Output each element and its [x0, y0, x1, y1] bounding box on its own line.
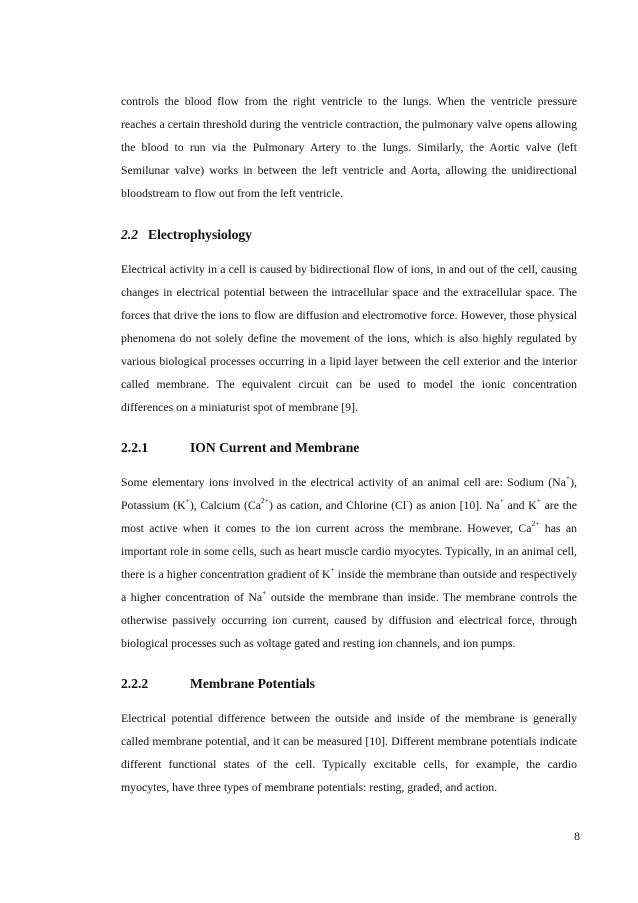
text-run: inside the membrane than outside and respectively a higher concentration of Na — [121, 567, 577, 604]
subsection-heading-membrane-potentials — [121, 674, 577, 694]
text-run: are the most active when it comes to the ion current across the membrane. However, Ca — [121, 498, 578, 535]
page-number: 8 — [574, 829, 580, 843]
section-number: 2.2 — [121, 227, 138, 242]
text-run: ) as anion [10]. Na — [408, 498, 500, 512]
intro-paragraph: controls the blood flow from the right ventricle to the lungs. When the ventricle pressure reaches a certain threshold during the ventricle contraction, the pulmonary valve opens allowing the blood to run via the Pulmonary Artery to the lungs. Similarly, the Aortic valve (left Semilunar valve) works in between the left ventricle and Aorta, allowing the unidirectional bloodstream to flow out from the left ventricle. — [121, 94, 577, 200]
subsection-number: 2.2.1 — [121, 440, 149, 455]
superscript: + — [565, 473, 571, 483]
subsection-heading-ion-current — [121, 438, 577, 458]
electrophysiology-paragraph: Electrical activity in a cell is caused by bidirectional flow of ions, in and out of the cell, causing changes in electrical potential between the intracellular space and the extracellular space. The forces that drive the ions to flow are diffusion and electromotive force. However, those physical phenomena do not solely define the movement of the ions, which is also highly regulated by various biological processes occurring in a lipid layer between the cell exterior and the interior called membrane. The equivalent circuit can be used to model the ionic concentration differences on a miniaturist spot of membrane [9]. — [121, 262, 577, 414]
text-run: ) as cation, and Chlorine (Cl — [269, 498, 407, 512]
superscript: + — [536, 496, 541, 506]
section-heading-electrophysiology — [121, 225, 577, 245]
superscript: + — [499, 496, 504, 506]
superscript: - — [406, 496, 409, 506]
subsection-title: Membrane Potentials — [190, 676, 315, 691]
superscript: 2+ — [261, 496, 270, 506]
ion-current-paragraph — [121, 471, 577, 655]
text-run: outside the membrane than inside. The membrane controls the otherwise passively occurring ion current, caused by diffusion and electrical force, through biological processes such as voltage gated and resting ion channels, and ion pumps. — [121, 590, 577, 650]
membrane-potentials-paragraph: Electrical potential difference between the outside and inside of the membrane is generally called membrane potential, and it can be measured [10]. Different membrane potentials indicate different functional states of the cell. Typically excitable cells, for example, the cardio myocytes, have three types of membrane potentials: resting, graded, and action. — [121, 711, 577, 794]
superscript: 2+ — [531, 519, 540, 529]
text-run: ), Calcium (Ca — [189, 498, 262, 512]
subsection-title: ION Current and Membrane — [190, 440, 360, 455]
subsection-number: 2.2.2 — [121, 676, 149, 691]
text-run: ), Potassium (K — [121, 475, 577, 512]
text-run: has an important role in some cells, such as heart muscle cardio myocytes. Typically, in an animal cell, there is a higher concentration gradient of K — [121, 521, 578, 581]
superscript: + — [330, 565, 335, 575]
text-run: and K — [503, 498, 537, 512]
page-content — [121, 90, 577, 799]
section-title: Electrophysiology — [148, 227, 252, 242]
superscript: + — [185, 496, 190, 506]
superscript: + — [262, 588, 267, 598]
text-run: Some elementary ions involved in the electrical activity of an animal cell are: Sodium (Na — [121, 475, 566, 489]
